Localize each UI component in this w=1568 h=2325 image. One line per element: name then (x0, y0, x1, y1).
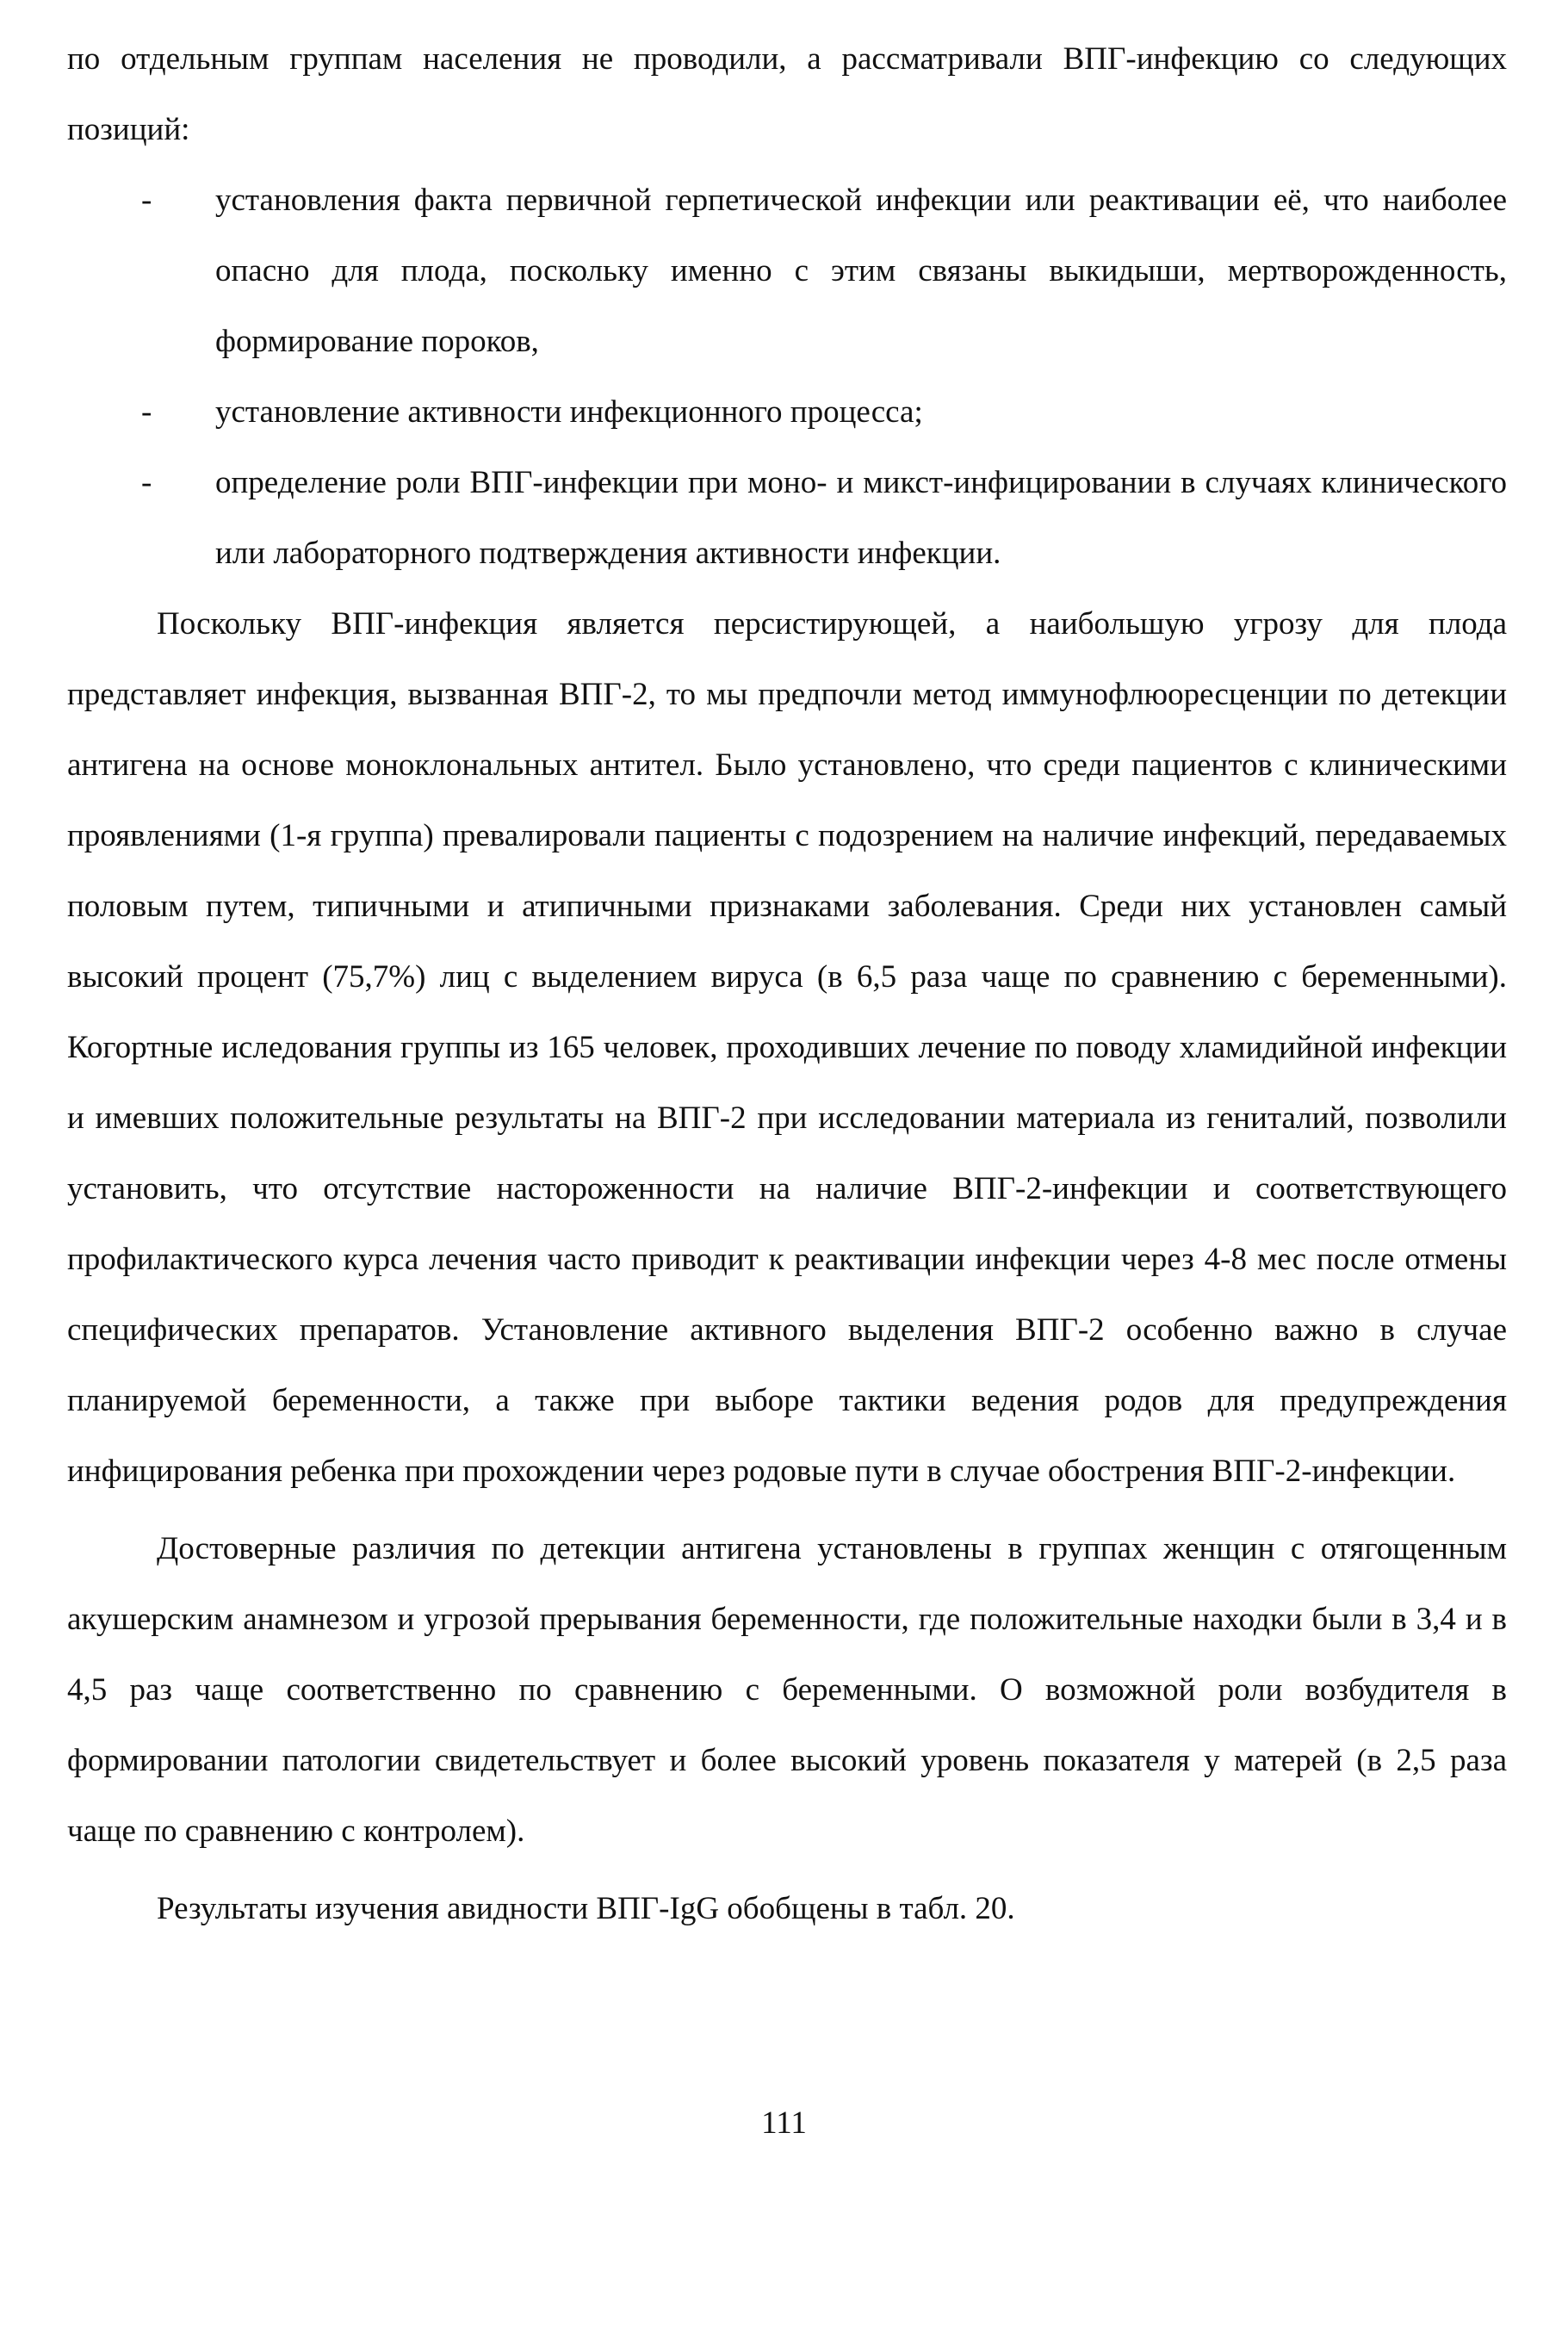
bullet-dash: - (141, 465, 152, 500)
body-paragraph-3: Результаты изучения авидности ВПГ-IgG обобщены в табл. 20. (157, 1891, 1015, 1926)
page-number: 111 (761, 2105, 807, 2141)
bullet-dash: - (141, 394, 152, 430)
body-paragraph-2: Достоверные различия по детекции антигена установлены в группах женщин с отягощенным акушерским анамнезом и угрозой прерывания беременности, где положительные находки были в 3,4 и в 4,5 раз чаще соответственно по сравнению с беременными. О возможной роли возбудителя в формировании патологии свидетельствует и более высокий уровень показателя у матерей (в 2,5 раза чаще по сравнению с контролем). (67, 1531, 1507, 1849)
bullet-dash: - (141, 183, 152, 218)
positions-list (67, 165, 1507, 589)
paragraph-gap (67, 1507, 1507, 1514)
list-item (141, 165, 1507, 377)
intro-paragraph: по отдельным группам населения не проводили, а рассматривали ВПГ-инфекцию со следующих позиций: (67, 41, 1507, 147)
list-item-text: определение роли ВПГ-инфекции при моно- и микст-инфицировании в случаях клинического или лабораторного подтверждения активности инфекции. (215, 465, 1507, 571)
list-item-text: установление активности инфекционного процесса; (215, 394, 923, 430)
list-item (141, 448, 1507, 589)
body-paragraph-1: Поскольку ВПГ-инфекция является персистирующей, а наибольшую угрозу для плода представляет инфекция, вызванная ВПГ-2, то мы предпочли метод иммунофлюоресценции по детекции антигена на основе моноклональных антител. Было установлено, что среди пациентов с клиническими проявлениями (1-я группа) превалировали пациенты с подозрением на наличие инфекций, передаваемых половым путем, типичными и атипичными признаками заболевания. Среди них установлен самый высокий процент (75,7%) лиц с выделением вируса (в 6,5 раза чаще по сравнению с беременными). Когортные иследования группы из 165 человек, проходивших лечение по поводу хламидийной инфекции и имевших положительные результаты на ВПГ-2 при исследовании материала из гениталий, позволили установить, что отсутствие настороженности на наличие ВПГ-2-инфекции и соответствующего профилактического курса лечения часто приводит к реактивации инфекции через 4-8 мес после отмены специфических препаратов. Установление активного выделения ВПГ-2 особенно важно в случае планируемой беременности, а также при выборе тактики ведения родов для предупреждения инфицирования ребенка при прохождении через родовые пути в случае обострения ВПГ-2-инфекции. (67, 606, 1507, 1489)
paragraph-gap (67, 1867, 1507, 1874)
list-item (141, 377, 1507, 448)
document-page (67, 24, 1507, 1944)
list-item-text: установления факта первичной герпетической инфекции или реактивации её, что наиболее опасно для плода, поскольку именно с этим связаны выкидыши, мертворожденность, формирование пороков, (215, 183, 1507, 359)
